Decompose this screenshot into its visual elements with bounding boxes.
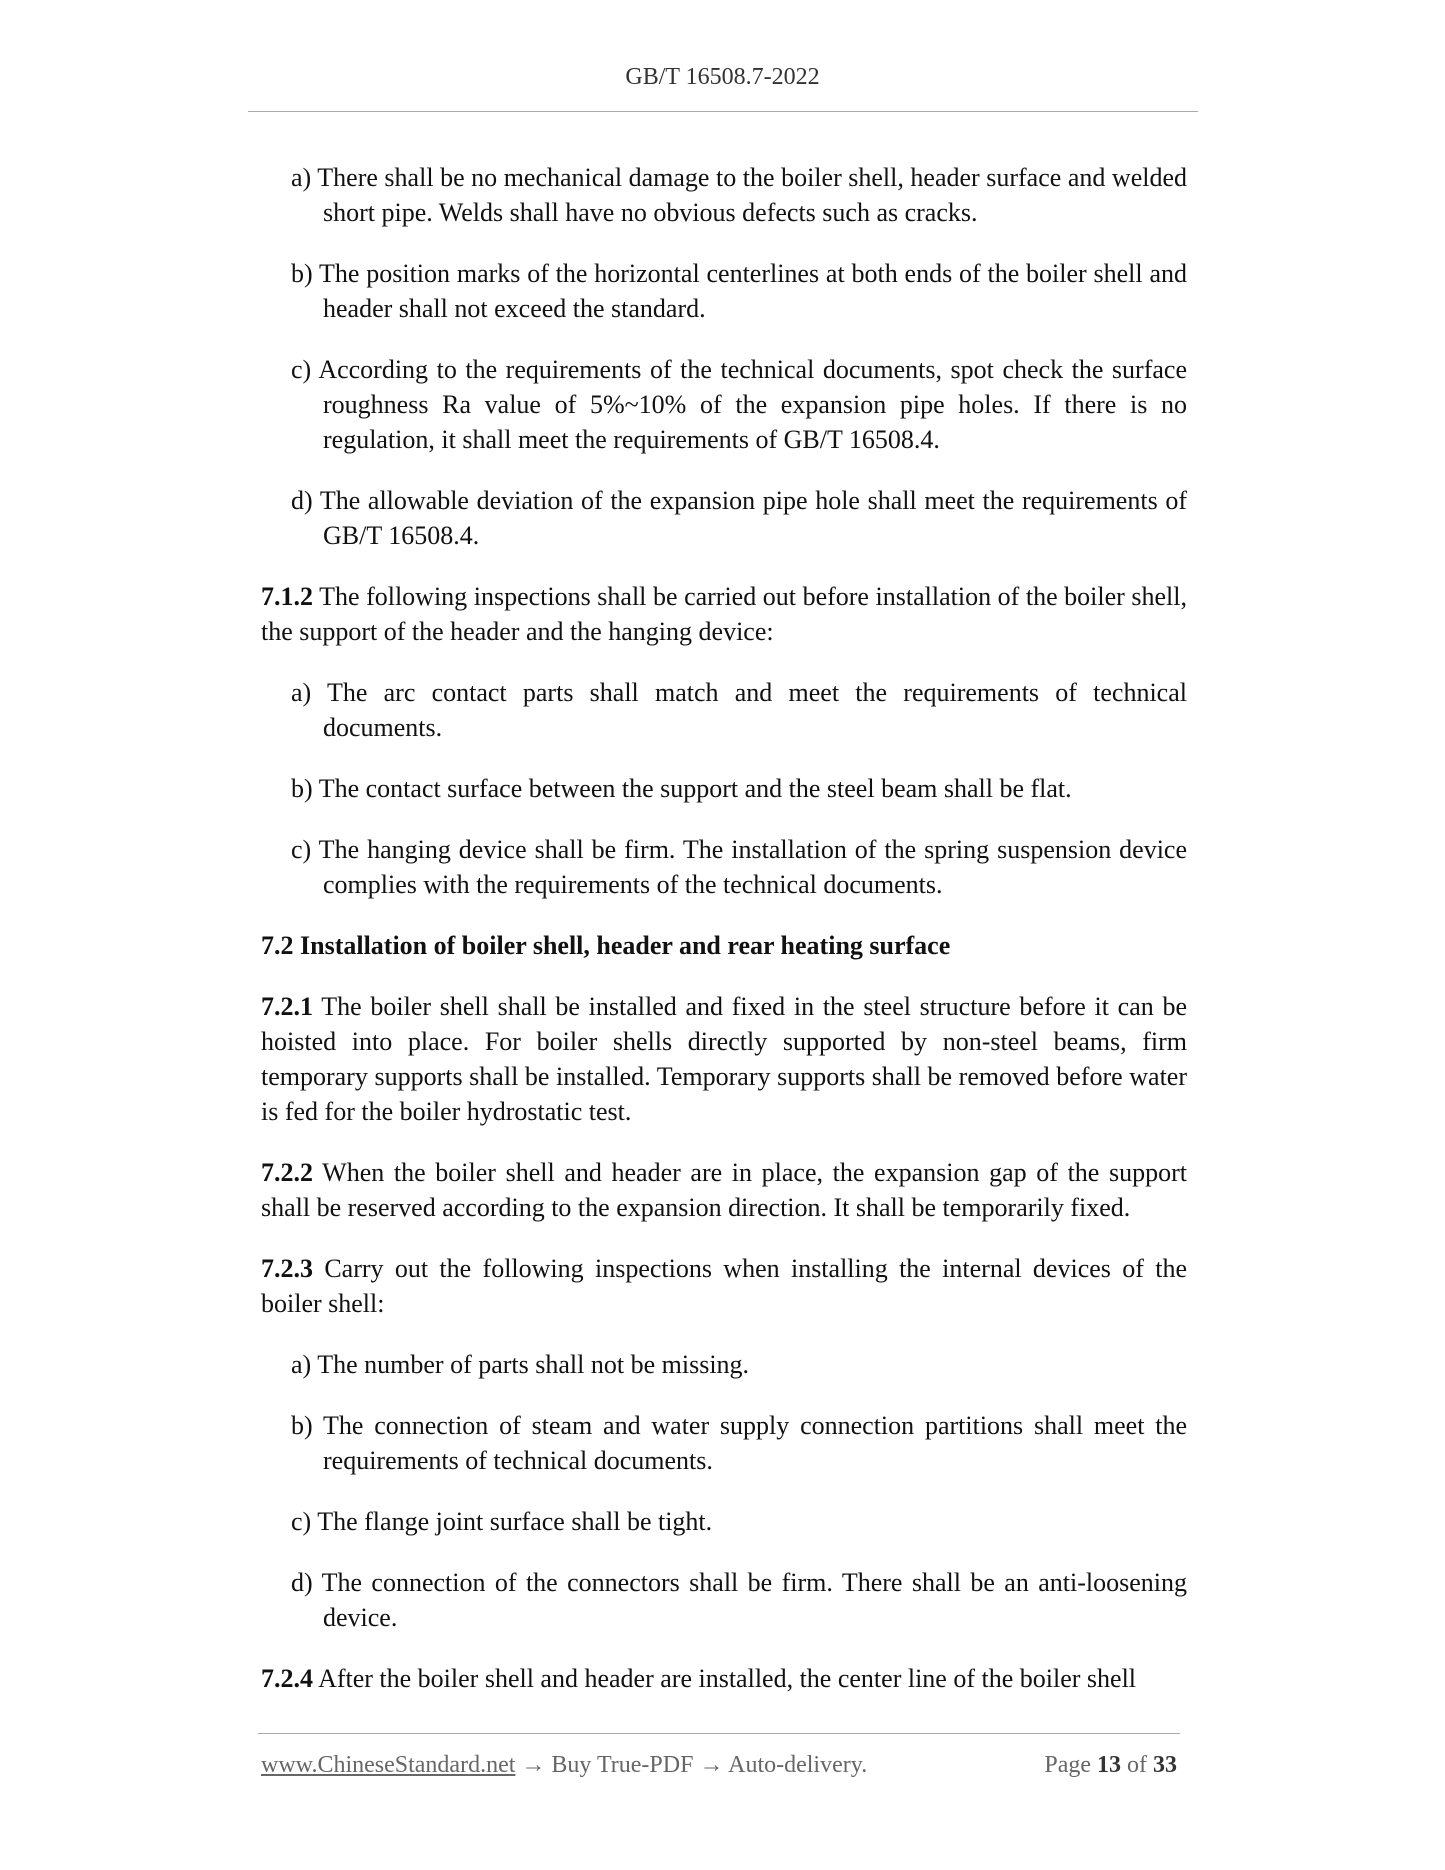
clause-7-2-2 [261,1155,1187,1225]
clause-7-2-3 [261,1251,1187,1321]
list-item: d) The allowable deviation of the expansion pipe hole shall meet the requirements of GB/T 16508.4. [291,486,1187,550]
clause-number: 7.2.4 [261,1664,313,1693]
list-item: b) The position marks of the horizontal centerlines at both ends of the boiler shell and header shall not exceed the standard. [291,259,1187,323]
clause-text: After the boiler shell and header are installed, the center line of the boiler shell [313,1664,1137,1693]
clause-text: Carry out the following inspections when installing the internal devices of the boiler shell: [261,1254,1187,1318]
document-id-header: GB/T 16508.7-2022 [625,64,820,90]
header-divider [248,111,1198,112]
page-total: 33 [1153,1752,1177,1778]
of-label: of [1127,1752,1147,1778]
list-item: a) The arc contact parts shall match and meet the requirements of technical documents. [291,678,1187,742]
clause-text: The boiler shell shall be installed and fixed in the steel structure before it can be hoisted into place. For boiler shells directly supported by non-steel beams, firm temporary supports shall be installed. Temporary supports shall be removed before water is fed for the boiler hydrostatic test. [261,992,1187,1126]
list-item: d) The connection of the connectors shall be firm. There shall be an anti-loosening device. [291,1568,1187,1632]
list-item: b) The connection of steam and water supply connection partitions shall meet the requirements of technical documents. [291,1411,1187,1475]
list-item: a) The number of parts shall not be missing. [291,1350,750,1379]
clause-7-2-4 [261,1661,1187,1696]
clause-text: When the boiler shell and header are in place, the expansion gap of the support shall be reserved according to the expansion direction. It shall be temporarily fixed. [261,1158,1187,1222]
footer-promo [261,1752,867,1779]
clause-number: 7.2.3 [261,1254,313,1283]
clause-7-1-2 [261,579,1187,649]
page-number: 13 [1097,1752,1121,1778]
page-indicator [1044,1752,1177,1779]
clause-text: The following inspections shall be carried out before installation of the boiler shell, the support of the header and the hanging device: [261,582,1187,646]
list-item: c) The flange joint surface shall be tight. [291,1507,713,1536]
list-item: a) There shall be no mechanical damage to the boiler shell, header surface and welded short pipe. Welds shall have no obvious defects such as cracks. [291,163,1187,227]
footer-divider [258,1733,1180,1734]
document-body [261,160,1187,1722]
page-label: Page [1044,1752,1091,1778]
clause-number: 7.1.2 [261,582,313,611]
list-item: c) The hanging device shall be firm. The installation of the spring suspension device complies with the requirements of the technical documents. [291,835,1187,899]
clause-number: 7.2.2 [261,1158,313,1187]
clause-number: 7.2.1 [261,992,313,1021]
list-item: b) The contact surface between the support and the steel beam shall be flat. [291,774,1072,803]
footer-promo-text: → Buy True-PDF → Auto-delivery. [515,1752,868,1778]
clause-7-2-1 [261,989,1187,1129]
section-heading-7-2: 7.2 Installation of boiler shell, header and rear heating surface [261,931,951,960]
site-link[interactable]: www.ChineseStandard.net [261,1752,516,1778]
list-item: c) According to the requirements of the technical documents, spot check the surface roughness Ra value of 5%~10% of the expansion pipe holes. If there is no regulation, it shall meet the requirements of GB/T 16508.4. [291,355,1187,454]
